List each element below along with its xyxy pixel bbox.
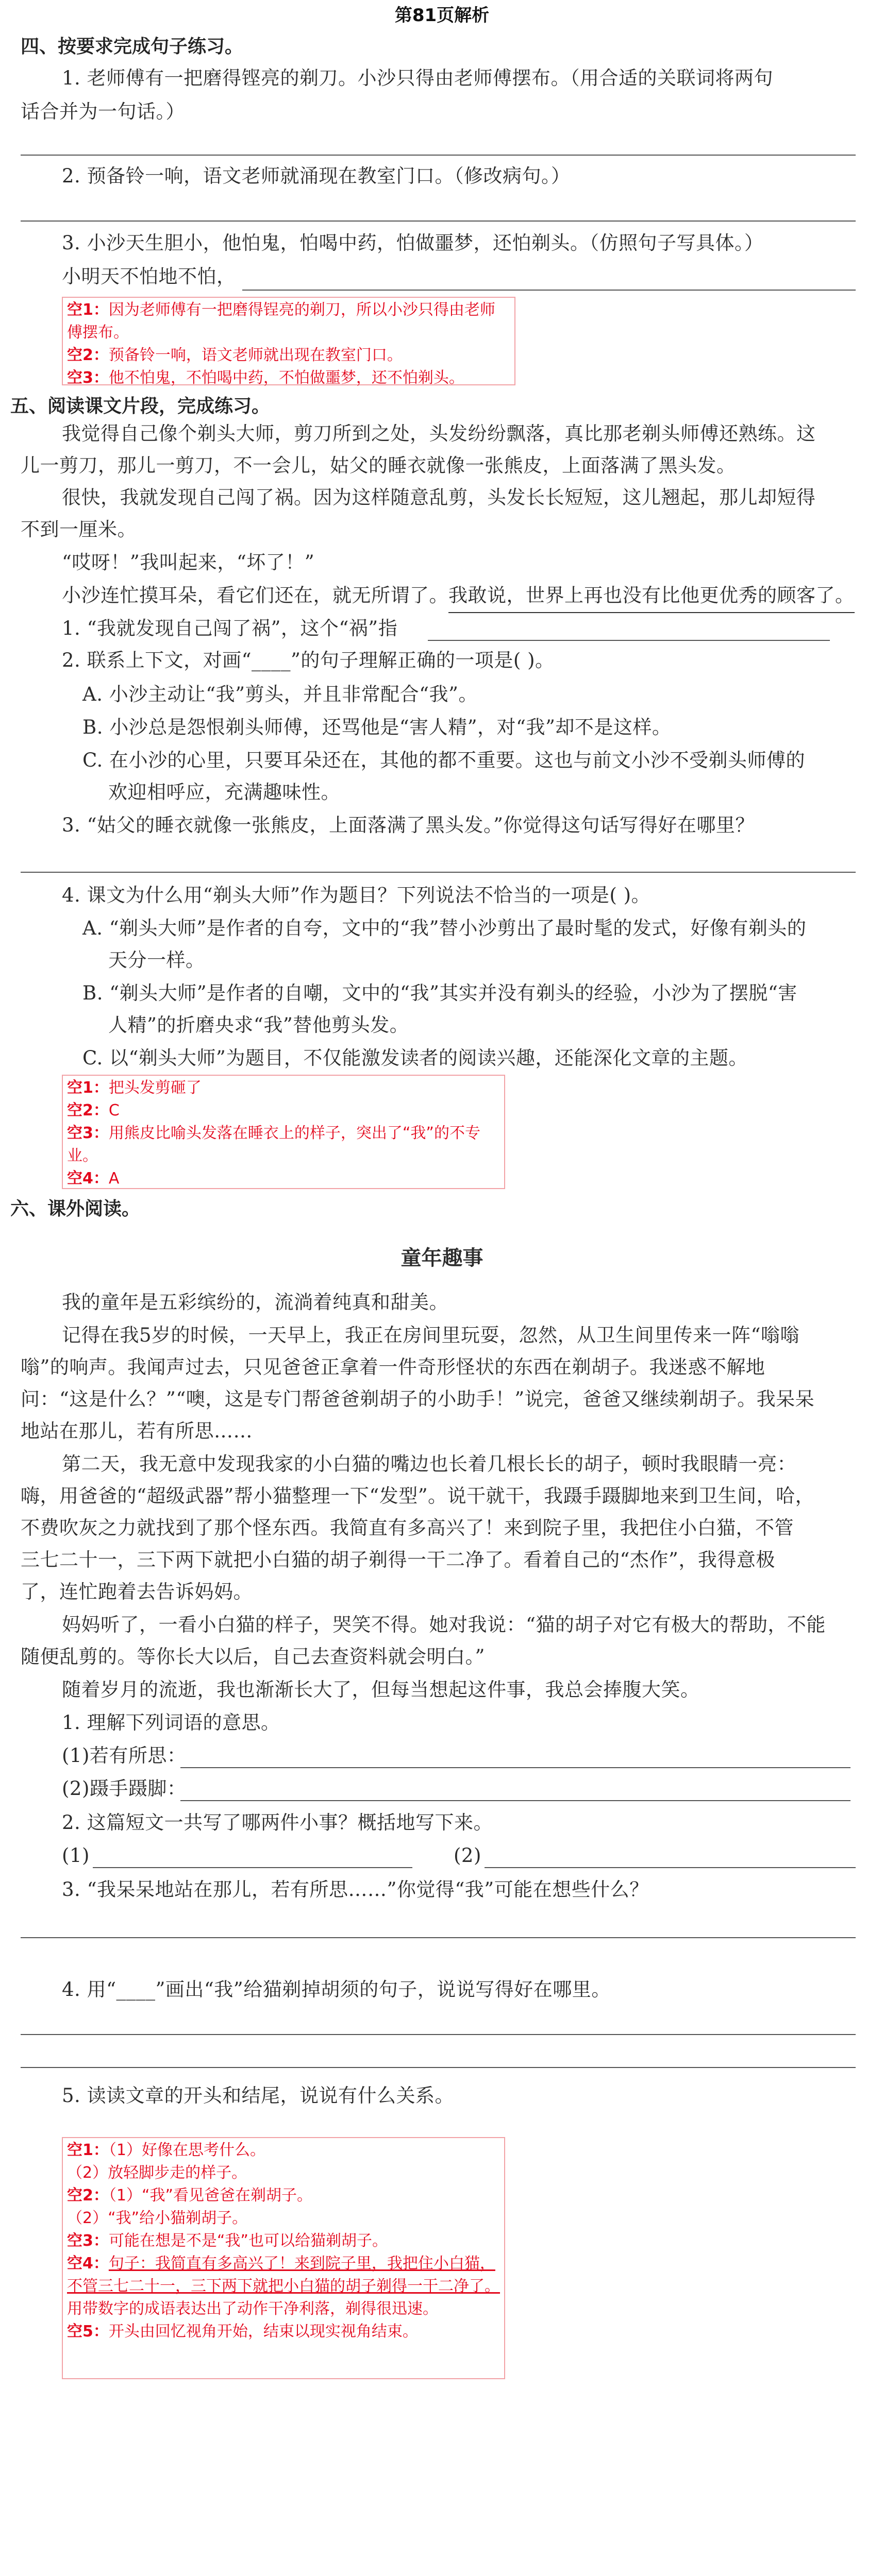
s4-q3: 3. 小沙天生胆小，他怕鬼，怕喝中药，怕做噩梦，还怕剃头。（仿照句子写具体。）: [62, 232, 764, 254]
answer-line: [21, 2067, 856, 2068]
s6-para2-cont: 地站在那儿，若有所思……: [21, 1420, 253, 1442]
section6-heading: 六、课外阅读。: [10, 1198, 141, 1219]
s6-para2-cont: 嗡”的响声。我闻声过去，只见爸爸正拿着一件奇形怪状的东西在剃胡子。我迷惑不解地: [21, 1356, 765, 1378]
s5-para2: 很快，我就发现自己闯了祸。因为这样随意乱剪，头发长长短短，这儿翘起，那儿却短得: [62, 486, 816, 509]
s4-q2: 2. 预备铃一响，语文老师就涌现在教室门口。（修改病句。）: [62, 165, 571, 187]
s5-q4-option-c: C. 以“剃头大师”为题目，不仅能激发读者的阅读兴趣，还能深化文章的主题。: [82, 1047, 748, 1069]
s4-q1-cont: 话合并为一句话。）: [21, 100, 185, 123]
answer-line: [21, 2034, 856, 2035]
answer-line: [180, 1800, 850, 1801]
answer-label: 空1：: [67, 1079, 109, 1097]
s5-q4-option-b-cont: 人精”的折磨央求“我”替他剪头发。: [108, 1014, 409, 1036]
answer-text: C: [108, 1101, 120, 1120]
s6-q2: 2. 这篇短文一共写了哪两件小事？概括地写下来。: [62, 1811, 493, 1834]
answer-line: [21, 155, 856, 156]
answer-text: （1）好像在思考什么。: [108, 2141, 265, 2159]
s5-para3: “哎呀！”我叫起来，“坏了！”: [62, 551, 315, 573]
s5-q4: 4. 课文为什么用“剃头大师”作为题目？下列说法不恰当的一项是( )。: [62, 884, 651, 906]
answer-box-s5: [62, 1075, 505, 1189]
s6-para4-cont: 随便乱剪的。等你长大以后，自己去查资料就会明白。”: [21, 1646, 485, 1668]
answer-text: 预备铃一响，语文老师就出现在教室门口。: [108, 346, 403, 364]
answer-line: [93, 1867, 412, 1868]
answer-text: （2）放轻脚步走的样子。: [67, 2164, 247, 2182]
answer-line: [21, 1937, 856, 1938]
s6-para3-cont: 嗨，用爸爸的“超级武器”帮小猫整理一下“发型”。说干就干，我蹑手蹑脚地来到卫生间，哈，: [21, 1485, 815, 1507]
answer-text: 句子：我简直有多高兴了！来到院子里，我把住小白猫，不管三七二十一，三下两下就把小白猫的胡子剃得一干二净了。: [67, 2255, 500, 2295]
underlined-sentence: 我敢说，世界上再也没有比他更优秀的顾客了。: [448, 579, 855, 613]
s6-q3: 3. “我呆呆地站在那儿，若有所思……”你觉得“我”可能在想些什么？: [62, 1878, 649, 1901]
s6-q5: 5. 读读文章的开头和结尾，说说有什么关系。: [62, 2084, 455, 2107]
answer-line: [242, 290, 856, 291]
s6-q1: 1. 理解下列词语的意思。: [62, 1711, 280, 1734]
s5-q2: 2. 联系上下文，对画“____”的句子理解正确的一项是( )。: [62, 649, 555, 671]
s6-para4: 妈妈听了，一看小白猫的样子，哭笑不得。她对我说：“猫的胡子对它有极大的帮助，不能: [62, 1614, 826, 1636]
s5-para4: [62, 579, 866, 613]
s5-q1: 1. “我就发现自己闯了祸”，这个“祸”指: [62, 617, 398, 639]
answer-label: 空3：: [67, 2232, 109, 2250]
s5-q2-option-a: A. 小沙主动让“我”剪头，并且非常配合“我”。: [82, 683, 478, 705]
answer-text: 用熊皮比喻头发落在睡衣上的样子，突出了“我”的不专业。: [67, 1124, 480, 1165]
section5-heading: 五、阅读课文片段，完成练习。: [10, 396, 271, 417]
answer-line: [21, 872, 856, 873]
answer-text: 可能在想是不是“我”也可以给猫剃胡子。: [108, 2232, 388, 2250]
answer-label: 空4：: [67, 1170, 109, 1188]
s5-q2-option-b: B. 小沙总是怨恨剃头师傅，还骂他是“害人精”，对“我”却不是这样。: [82, 716, 672, 738]
s5-para1: 我觉得自己像个剃头大师，剪刀所到之处，头发纷纷飘落，真比那老剃头师傅还熟练。这: [62, 422, 816, 445]
s6-q1-a: (1)若有所思：: [62, 1744, 187, 1767]
answer-box-s6: [62, 2137, 505, 2379]
s6-para3-cont: 三七二十一，三下两下就把小白猫的胡子剃得一干二净了。看着自己的“杰作”，我得意极: [21, 1549, 775, 1571]
s6-para3: 第二天，我无意中发现我家的小白猫的嘴边也长着几根长长的胡子，顿时我眼睛一亮：: [62, 1453, 796, 1475]
page-title: 第81页解析: [394, 5, 490, 26]
s6-q2-b: (2): [454, 1844, 481, 1867]
answer-line: [21, 221, 856, 222]
answer-line: [180, 1767, 850, 1768]
s5-para4-text: 小沙连忙摸耳朵，看它们还在，就无所谓了。: [62, 584, 448, 606]
answer-line: [485, 1867, 856, 1868]
s6-para1: 我的童年是五彩缤纷的，流淌着纯真和甜美。: [62, 1291, 448, 1313]
answer-label: 空2：: [67, 1101, 109, 1120]
s5-para1-cont: 儿一剪刀，那儿一剪刀，不一会儿，姑父的睡衣就像一张熊皮，上面落满了黑头发。: [21, 454, 736, 477]
s6-para3-cont: 了，连忙跑着去告诉妈妈。: [21, 1581, 253, 1603]
answer-text: （2）“我”给小猫剃胡子。: [67, 2209, 248, 2227]
article-title: 童年趣事: [401, 1246, 483, 1270]
s6-q4: 4. 用“____”画出“我”给猫剃掉胡须的句子，说说写得好在哪里。: [62, 1978, 611, 2001]
s6-para2-cont: 问：“这是什么？”“噢，这是专门帮爸爸剃胡子的小助手！”说完，爸爸又继续剃胡子。我呆呆: [21, 1388, 815, 1410]
s6-para5: 随着岁月的流逝，我也渐渐长大了，但每当想起这件事，我总会捧腹大笑。: [62, 1679, 700, 1701]
s6-para3-cont: 不费吹灰之力就找到了那个怪东西。我简直有多高兴了！来到院子里，我把住小白猫，不管: [21, 1517, 794, 1539]
s5-q4-option-b: B. “剃头大师”是作者的自嘲，文中的“我”其实并没有剃头的经验，小沙为了摆脱“害: [82, 982, 797, 1004]
answer-text: 开头由回忆视角开始，结束以现实视角结束。: [108, 2323, 418, 2341]
answer-label: 空4：: [67, 2255, 109, 2273]
answer-box-s4: [62, 297, 515, 385]
answer-label: 空5：: [67, 2323, 109, 2341]
s6-q1-b: (2)蹑手蹑脚：: [62, 1777, 187, 1800]
s5-q2-option-c: C. 在小沙的心里，只要耳朵还在，其他的都不重要。这也与前文小沙不受剃头师傅的: [82, 749, 806, 771]
s5-para2-cont: 不到一厘米。: [21, 518, 137, 540]
section4-heading: 四、按要求完成句子练习。: [21, 36, 244, 57]
s6-q2-a: (1): [62, 1844, 90, 1867]
answer-text: 他不怕鬼，不怕喝中药，不怕做噩梦，还不怕剃头。: [108, 369, 464, 387]
answer-label: 空2：: [67, 346, 109, 364]
s5-q4-option-a-cont: 天分一样。: [108, 949, 205, 971]
answer-text: 用带数字的成语表达出了动作干净利落，剃得很迅速。: [67, 2300, 438, 2318]
answer-text: A: [108, 1170, 120, 1188]
answer-label: 空3：: [67, 369, 109, 387]
answer-text: （1）“我”看见爸爸在剃胡子。: [108, 2187, 313, 2205]
s4-q3-prompt: 小明天不怕地不怕，: [62, 265, 236, 287]
s4-q1: 1. 老师傅有一把磨得铿亮的剃刀。小沙只得由老师傅摆布。（用合适的关联词将两句: [62, 67, 774, 89]
answer-text: 把头发剪砸了: [108, 1079, 202, 1097]
answer-label: 空1：: [67, 2141, 109, 2159]
answer-label: 空1：: [67, 301, 109, 319]
s5-q2-option-c-cont: 欢迎相呼应，充满趣味性。: [108, 781, 340, 803]
s5-q4-option-a: A. “剃头大师”是作者的自夸，文中的“我”替小沙剪出了最时髦的发式，好像有剃头的: [82, 917, 807, 939]
answer-line: [428, 640, 830, 641]
answer-text: 因为老师傅有一把磨得锃亮的剃刀，所以小沙只得由老师傅摆布。: [67, 301, 495, 342]
s6-para2: 记得在我5岁的时候，一天早上，我正在房间里玩耍，忽然，从卫生间里传来一阵“嗡嗡: [62, 1324, 799, 1346]
answer-label: 空2：: [67, 2187, 109, 2205]
answer-label: 空3：: [67, 1124, 109, 1142]
s5-q3: 3. “姑父的睡衣就像一张熊皮，上面落满了黑头发。”你觉得这句话写得好在哪里？: [62, 814, 755, 836]
